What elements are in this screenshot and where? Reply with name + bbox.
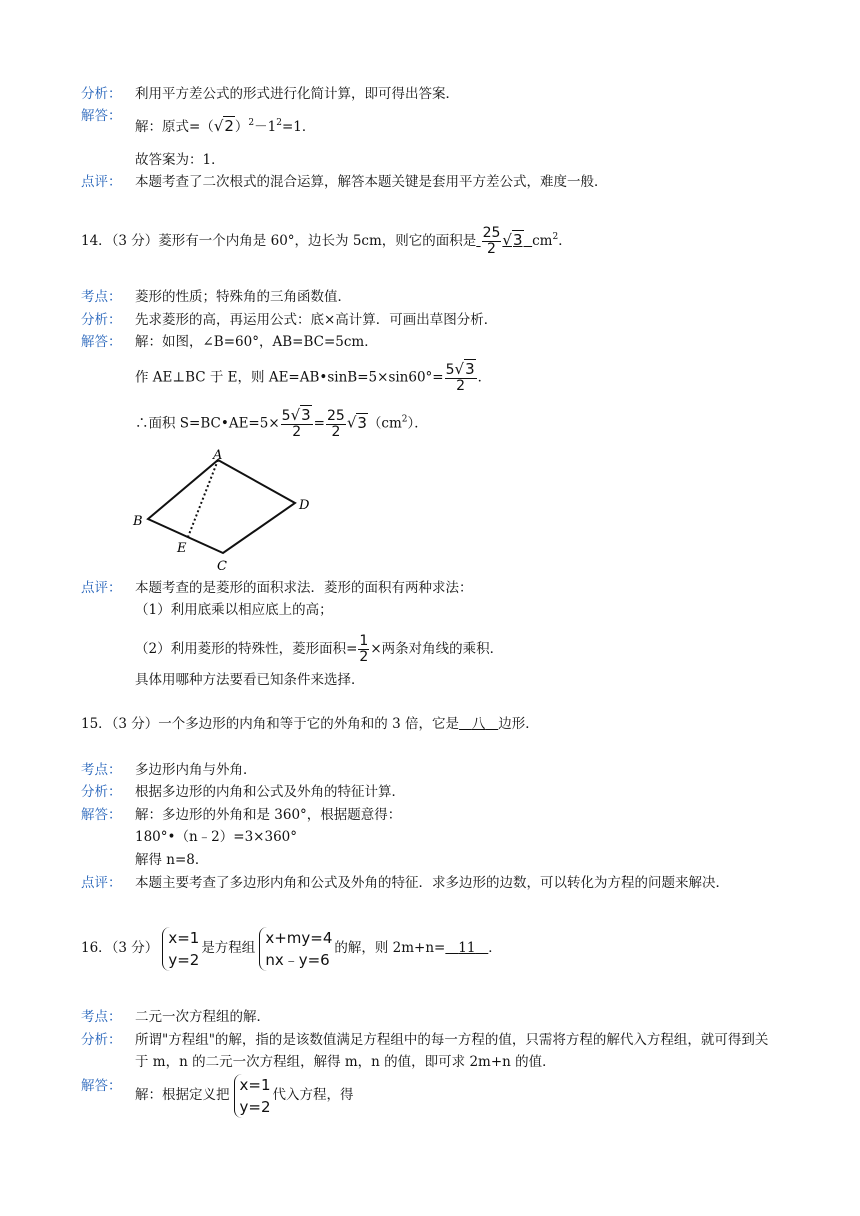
- q15-sol-line3: 解得 n=8．: [135, 852, 209, 868]
- q14-comment-2: （2）利用菱形的特殊性，菱形面积= $\frac{1}{2}$ ×两条对角线的乘积．: [135, 633, 504, 665]
- q16-analysis-1: 所谓"方程组"的解，指的是该数值满足方程组中的每一方程的值，只需将方程的解代入方程组，就可得到关: [135, 1032, 769, 1048]
- q14-sol-line2: 作 AE⊥BC 于 E，则 AE=AB•sinB=5×sin60°= $\frac{5√3}{2}$ ．: [135, 360, 492, 394]
- rhombus-outline: [148, 460, 295, 553]
- q13-analysis-label: 分析：: [81, 86, 122, 102]
- q16-system-1: x=1 y=2: [162, 927, 199, 971]
- q16-analysis-2: 于 m，n 的二元一次方程组，解得 m，n 的值，即可求 2m+n 的值．: [135, 1054, 556, 1070]
- q15-point-label: 考点：: [81, 762, 122, 778]
- q14-answer-label: 解答：: [81, 334, 122, 350]
- q15-stem: 15．（3 分）一个多边形的内角和等于它的外角和的 3 倍，它是 八 边形．: [81, 716, 539, 732]
- q16-stem: 16．（3 分） x=1 y=2 是方程组 x+my=4 nx﹣y=6 的解，则 2m+n= 11 ．: [81, 928, 502, 969]
- q14-sol-line3: ∴面积 S=BC•AE=5× $\frac{5√3}{2}$ = $\frac{25}{2}$ $√3(cm^2)$．: [135, 406, 428, 440]
- q14-comment-1: （1）利用底乘以相应底上的高；: [135, 602, 333, 618]
- label-c: C: [217, 559, 227, 574]
- q14-stem: 14．（3 分）菱形有一个内角是 60°，边长为 5cm，则它的面积是 $\frac{25}{2}$ √3 $cm^2$．: [81, 225, 572, 257]
- q13-comment-label: 点评：: [81, 174, 122, 190]
- q15-point: 多边形内角与外角．: [135, 762, 257, 778]
- q15-analysis-label: 分析：: [81, 784, 122, 800]
- q14-point: 菱形的性质；特殊角的三角函数值．: [135, 289, 351, 305]
- q16-point-label: 考点：: [81, 1009, 122, 1025]
- q14-comment: 本题考查的是菱形的面积求法．菱形的面积有两种求法：: [135, 580, 473, 596]
- q14-comment-3: 具体用哪种方法要看已知条件来选择．: [135, 672, 365, 688]
- label-e: E: [177, 541, 187, 556]
- q13-solution: 解：原式$=(√2)^2-1^2=1$．: [135, 117, 316, 135]
- q14-analysis: 先求菱形的高，再运用公式：底×高计算．可画出草图分析．: [135, 312, 498, 328]
- q14-comment-label: 点评：: [81, 580, 122, 596]
- q15-answer-label: 解答：: [81, 807, 122, 823]
- q15-sol-line1: 解：多边形的外角和是 360°，根据题意得：: [135, 807, 402, 823]
- q13-answer-label: 解答：: [81, 108, 122, 124]
- q16-analysis-label: 分析：: [81, 1032, 122, 1048]
- q16-system-2: x+my=4 nx﹣y=6: [259, 927, 332, 971]
- q13-final-answer: 故答案为：1．: [135, 152, 225, 168]
- rhombus-figure: [125, 445, 325, 575]
- q13-analysis: 利用平方差公式的形式进行化简计算，即可得出答案．: [135, 86, 459, 102]
- q14-point-label: 考点：: [81, 289, 122, 305]
- q16-point: 二元一次方程组的解．: [135, 1009, 270, 1025]
- q14-sol-line1: 解：如图，∠B=60°，AB=BC=5cm．: [135, 334, 378, 350]
- q16-solution-system: x=1 y=2: [234, 1074, 271, 1118]
- q13-comment: 本题考查了二次根式的混合运算，解答本题关键是套用平方差公式，难度一般．: [135, 174, 608, 190]
- q15-analysis: 根据多边形的内角和公式及外角的特征计算．: [135, 784, 405, 800]
- q14-analysis-label: 分析：: [81, 312, 122, 328]
- q16-solution: 解：根据定义把 x=1 y=2 代入方程，得: [135, 1075, 354, 1116]
- q15-comment-label: 点评：: [81, 875, 122, 891]
- q15-sol-line2: 180°•（n﹣2）=3×360°: [135, 829, 297, 845]
- label-b: B: [133, 514, 143, 529]
- q15-comment: 本题主要考查了多边形内角和公式及外角的特征．求多边形的边数，可以转化为方程的问题来解决．: [135, 875, 729, 891]
- label-d: D: [299, 498, 310, 513]
- label-a: A: [213, 448, 223, 463]
- q16-answer-label: 解答：: [81, 1078, 122, 1094]
